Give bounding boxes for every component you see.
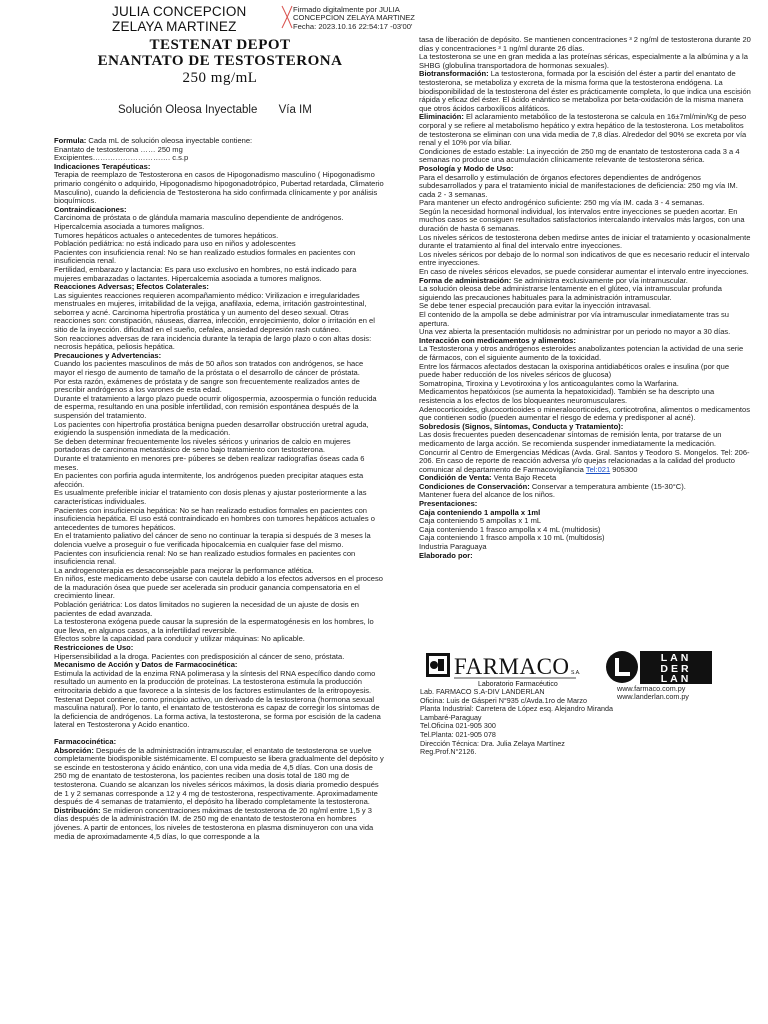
paragraph-text: 905300 [610, 464, 638, 474]
paragraph-text: Tumores hepáticos actuales o antecedentes de tumores hepáticos. [54, 230, 279, 240]
paragraph [54, 601, 384, 618]
paragraph [54, 266, 384, 283]
heading-label: Restricciones de Uso: [54, 643, 134, 653]
contact-line: Dirección Técnica: Dra. Julia Zelaya Martínez [420, 738, 565, 748]
heading-label: Condiciones de Conservación: [419, 481, 530, 491]
paragraph-text: Se debe tener especial precaución para evitar la inyección intravasal. [419, 301, 651, 311]
paragraph [419, 113, 752, 147]
paragraph-text: Durante el tratamiento a largo plazo puede ocurrir oligospermia, azoospermia o función reducida de esperma, resultando en una posible infertilidad, con remisión espontánea después de la suspensión del tratamiento. [54, 393, 377, 420]
paragraph [54, 171, 384, 205]
paragraph [419, 148, 752, 165]
website-list [617, 685, 689, 701]
paragraph [54, 532, 384, 549]
heading-label: Reacciones Adversas; Efectos Colaterales: [54, 282, 209, 292]
paragraph-text: Fertilidad, embarazo y lactancia: Es para uso exclusivo en hombres, no está indicado para mujeres embarazadas o lactantes. Hipercalcemia asociada a tumores malignos. [54, 264, 357, 283]
paragraph [419, 406, 752, 423]
paragraph-text: Entre los fármacos afectados destacan la oxisporina antidiabéticos orales e insulina (por que puede haber reducción de los niveles séricos de glucosa) [419, 361, 730, 380]
paragraph-text: Caja conteniendo 1 frasco ampolla x 4 mL (multidosis) [419, 524, 601, 534]
paragraph-text: Se midieron concentraciones máximas de testosterona de 20 ng/ml entre 1,5 y 3 días después de la administración IM. de 250 mg de enantato de testosterona en hombres jóvenes. A partir de entonces, los niveles de testosterona en plasma disminuyeron con una vida media de aproximadamente 4,5 días, lo que corresponde a la [54, 805, 374, 841]
paragraph [419, 251, 752, 268]
text-column-left [54, 137, 384, 841]
landerlan-line-2: DER [660, 663, 692, 675]
paragraph [419, 363, 752, 380]
paragraph-text: Después de la administración intramuscular, el enantato de testosterona se vuelve completamente biodisponible sistémicamente. El compuesto se libera gradualmente del depósito y se escinde en testosterona y ácido enántico, con una vida media de 4,5 días. Con una dosis de 250 mg de enantato de testosterona, los pacientes reciben una dosis total de 180 mg de testosterona. Cuando se alcanzan los niveles séricos máximos, la dosis diaria promedio después de 1 y 2 semanas corresponde a 12 y 4 mg de testosterona, respectivamente. Aproximadamente después de 4 semanas de tratamiento, el depósito ha liberado completamente la testosterona. [54, 745, 384, 807]
paragraph-text: Es usualmente preferible iniciar el tratamiento con dosis plenas y ajustar posteriormente a las características individuales. [54, 488, 367, 506]
paragraph-text: La Testosterona y otros andrógenos esteroides anabolizantes potencian la actividad de una serie de fármacos, con el siguiente aumento de la toxicidad. [419, 344, 744, 362]
heading-label: Distribución: [54, 805, 101, 815]
farmaco-logo [420, 645, 620, 690]
paragraph-text: Se administra exclusivamente por vía intramuscular. [511, 275, 688, 285]
paragraph-text: Hipercalcemia asociada a tumores malignos. [54, 221, 205, 231]
heading-label: Eliminación: [419, 112, 464, 122]
heading-label: Forma de administración: [419, 275, 512, 285]
pharmacovigilance-phone-link[interactable]: Tel:021 [585, 464, 611, 474]
product-ingredient: ENANTATO DE TESTOSTERONA [97, 53, 343, 69]
paragraph-text: Adenocorticoides, glucocorticoides o mineralocorticoides, corticotrofina, alimentos o medicamentos que contienen sodio (pueden aumentar el riesgo de edema y predisponer al acné). [419, 404, 750, 423]
paragraph-text: Estimula la actividad de la enzima RNA polimerasa y la síntesis del RNA específico dando como resultado un aumento en la producción de proteínas. La testosterona estimula la producción eritrocitaria debido a que favorece a la síntesis de los factores estimulantes de la eritropoyesis. [54, 668, 376, 695]
paragraph-text: Condiciones de estado estable: La inyección de 250 mg de enantato de testosterona cada 3 a 4 semanas no produce una acumulación clínicamente relevante de testosterona sérica. [419, 146, 740, 165]
paragraph [54, 455, 384, 472]
paragraph-text: Efectos sobre la capacidad para conducir y utilizar máquinas: No aplicable. [54, 634, 305, 644]
signature-line-2: CONCEPCION ZELAYA MARTINEZ [293, 13, 415, 23]
contact-line: Tel.Planta: 021-905 078 [420, 729, 496, 739]
paragraph [54, 670, 384, 696]
paragraph [54, 378, 384, 395]
paragraph-text: Según la necesidad hormonal individual, los intervalos entre inyecciones se pueden acortar. En muchos casos se consiguen resultados satisfactorios intercalando intervalos más largos, con una duración de hasta 6 semanas. [419, 206, 745, 234]
heading-label: Absorción: [54, 745, 94, 755]
paragraph [54, 395, 384, 421]
paragraph-text: tasa de liberación de depósito. Se mantienen concentraciones ³ 2 ng/ml de testosterona durante 20 días y concentraciones ³ 1 ng/ml durante 26 días. [419, 35, 751, 53]
paragraph-text: La testosterona exógena puede causar la supresión de la espermatogénesis en los hombres, lo que lleva, en algunos casos, a la infertilidad reversible. [54, 617, 374, 635]
contact-line: Reg.Prof.N°2126. [420, 747, 477, 757]
paragraph-text: Caja conteniendo 1 frasco ampolla x 10 mL (multidosis) [419, 533, 605, 543]
paragraph [54, 618, 384, 635]
paragraph-text: Somatropina, Tiroxina y Levotiroxina y los anticoagulantes como la Warfarina. [419, 378, 679, 388]
paragraph [54, 507, 384, 533]
paragraph-text: La androgenoterapia es desaconsejable para mejorar la performance atlética. [54, 565, 314, 575]
signer-name: JULIA CONCEPCION ZELAYA MARTINEZ [112, 4, 247, 34]
website-landerlan: www.landerlan.com.py [617, 692, 689, 702]
text-column-right [419, 36, 752, 560]
paragraph [419, 174, 752, 200]
product-form-line [118, 104, 330, 116]
paragraph-text: Pacientes con insuficiencia hepática: No se han realizado estudios formales en pacientes con insuficiencia hepática. El uso está contraindicado en hombres con tumores hepáticos actuales o antecedentes de tumores hepáticos. [54, 505, 375, 532]
paragraph-text: Son reacciones adversas de rara incidencia durante la terapia de largo plazo o con altas dosis: necrosis hepática, peliosis hepática. [54, 333, 372, 352]
paragraph-text: Población geriátrica: Los datos limitados no sugieren la necesidad de un ajuste de dosis en pacientes de edad avanzada. [54, 600, 360, 618]
landerlan-line-3: LAN [660, 673, 692, 685]
paragraph-text: Medicamentos hepatóxicos (se aumenta la hepatoxicidad). También se ha descripto una resistencia a los efectos de los bloqueantes neuromusculares. [419, 387, 715, 405]
contact-line: Lab. FARMACO S.A-DIV LANDERLAN [420, 687, 545, 696]
contact-line: Planta Industrial: Carretera de López esq. Alejandro Miranda [420, 704, 613, 714]
heading-label: Indicaciones Terapéuticas: [54, 161, 151, 171]
farmaco-wordmark: FARMACO [454, 654, 570, 679]
heading-label: Precauciones y Advertencias: [54, 350, 162, 360]
paragraph [419, 345, 752, 362]
paragraph-text: Concurrir al Centro de Emergencias Médicas (Avda. Gral. Santos y Teodoro S. Mongelos. Tel: 206-206. En caso de reporte de reacción adversa y/o quejas relacionadas a la calidad del producto comunicar al departamento de Farmacovigilancia [419, 447, 750, 474]
heading-label: Presentaciones: [419, 499, 478, 509]
heading-label: Sobredosis (Signos, Síntomas, Conducta y Tratamiento): [419, 421, 624, 431]
paragraph-text: Población pediátrica: no está indicado para uso en niños y adolescentes [54, 239, 296, 249]
farmaco-sa: S.A. [571, 670, 581, 676]
paragraph-text: Las siguientes reacciones requieren acompañamiento médico: Virilizacion e irregularidades menstruales en mujeres, irritabilidad de la vejiga, anafilaxia, edema, irritación gastrointestinal, seborrea y acné. Carcinoma hipertrofia prostática y un aumento del deseo sexual. Otras reacciones son: constipación, náuseas, diarrea, infección, enrojecimiento, dolor o irritación en el sitio de la inyección. dificultad en el sueño, cefalea, ansiedad depresión rash cutáneo. [54, 290, 375, 335]
paragraph [54, 489, 384, 506]
product-name: TESTENAT DEPOT [149, 37, 291, 53]
section-heading [419, 552, 752, 561]
paragraph [54, 696, 384, 730]
paragraph-text: Excipientes…………………………. c.s.p [54, 153, 189, 163]
paragraph-text: Para el desarrollo y estimulación de órganos efectores dependientes de andrógenos subdesarrollados y para el tratamiento inicial de manifestaciones de deficiencia: 250 mg vía IM. cada 2 - 3 semanas. [419, 172, 738, 199]
website-farmaco: www.farmaco.com.py [617, 684, 686, 693]
contact-line: Tel.Oficina 021-905 300 [420, 721, 496, 731]
signature-info [293, 6, 433, 31]
paragraph-text: Caja conteniendo 5 ampollas x 1 mL [419, 516, 542, 526]
paragraph-text: Se deben determinar frecuentemente los niveles séricos y urinarios de calcio en mujeres portadoras de carcinoma metastásico de seno bajo tratamiento con testosterona. [54, 436, 351, 455]
landerlan-emblem-icon [606, 651, 638, 683]
paragraph-text: Una vez abierta la presentación multidosis no administrar por un periodo no mayor a 30 días. [419, 327, 731, 337]
paragraph-text: El contenido de la ampolla se debe administrar por vía intramuscular inmediatamente tras su apertura. [419, 310, 730, 328]
paragraph [419, 53, 752, 70]
paragraph-text: La solución oleosa debe administrarse lentamente en el glúteo, vía intramuscular profunda siguiendo las precauciones habituales para la administración intramuscular. [419, 284, 722, 302]
paragraph [54, 472, 384, 489]
manufacturer-contact [420, 688, 620, 757]
paragraph-text: En niños, este medicamento debe usarse con cautela debido a los efectos adversos en el proceso de la maduración ósea que puede ser acelerada sin producir ganancia compensatoria en el crecimiento linear. [54, 574, 383, 601]
paragraph-text: Conservar a temperatura ambiente (15-30°C). [529, 481, 686, 491]
paragraph-text: Los niveles séricos por debajo de lo normal son indicativos de que es necesario reducir el intervalo entre inyecciones. [419, 249, 750, 268]
heading-label: Elaborado por: [419, 550, 473, 560]
paragraph [54, 292, 384, 335]
paragraph [419, 36, 752, 53]
paragraph-text: Por esta razón, exámenes de próstata y de sangre son frecuentemente realizados antes de prescribir andrógenos a los varones de esta edad. [54, 376, 360, 395]
paragraph-text: Pacientes con insuficiencia renal: No se han realizado estudios formales en pacientes con insuficiencia renal. [54, 548, 356, 567]
paragraph [54, 421, 384, 438]
paragraph [419, 285, 752, 302]
paragraph [54, 747, 384, 807]
paragraph-text: Enantato de testosterona …… 250 mg [54, 144, 183, 154]
heading-label: Formula: [54, 136, 87, 145]
heading-label: Contraindicaciones: [54, 204, 127, 214]
heading-label: Condición de Venta: [419, 473, 492, 483]
paragraph [54, 438, 384, 455]
paragraph [54, 550, 384, 567]
paragraph-text: Cuando los pacientes masculinos de más de 50 años son tratados con andrógenos, se hace mayor el riesgo de aumento de tamaño de la próstata o el desarrollo de cáncer de próstata. [54, 359, 364, 378]
paragraph [419, 449, 752, 475]
paragraph-text: Hipersensibilidad a la droga. Pacientes con predisposición al cáncer de seno, próstata. [54, 651, 345, 661]
farmaco-tagline: Laboratorio Farmacéutico [478, 681, 558, 688]
paragraph-text: Los pacientes con hipertrofia prostática benigna pueden desarrollar obstrucción uretral aguda, exigiendo la suspensión inmediata de la medicación. [54, 419, 369, 438]
paragraph-text: Para mantener un efecto androgénico suficiente: 250 mg vía IM. cada 3 - 4 semanas. [419, 198, 705, 208]
paragraph-text: Pacientes con insuficiencia renal: No se han realizado estudios formales en pacientes con insuficiencia renal. [54, 247, 356, 266]
paragraph-text: En pacientes con porfiria aguda intermitente, los andrógenos pueden precipitar ataques esta afección. [54, 471, 364, 489]
paragraph-text: Las dosis frecuentes pueden desencadenar síntomas de remisión lenta, por tratarse de un medicamento de larga acción. Se recomienda suspender inmediatamente la medicación. [419, 430, 722, 448]
paragraph [54, 335, 384, 352]
signature-line-1: Firmado digitalmente por JULIA [293, 5, 400, 14]
paragraph [419, 70, 752, 113]
paragraph-text: La testosterona, formada por la escisión del éster a partir del enantato de testosterona, se metaboliza y excreta de la misma forma que la testosterona endógena. La biodisponibilidad de la testosterona del éster es prácticamente completa, lo que indica una escisión rápida y eficaz del éster. El ácido enántico se metaboliza por beta-oxidación de la misma manera que otros ácidos carboxílicos alifáticos. [419, 69, 751, 113]
signature-date: Fecha: 2023.10.16 22:54:17 -03'00' [293, 21, 413, 31]
paragraph [419, 311, 752, 328]
product-strength: 250 mg/mL [182, 70, 258, 86]
paragraph-text: La testosterona se une en gran medida a las proteínas séricas, especialmente a la albúmina y a la SHBG (globulina transportadora de hormonas sexuales). [419, 52, 748, 70]
paragraph-text: El aclaramiento metabólico de la testosterona se calcula en 16±7ml/min/Kg de peso corporal y se refiere al metabolismo hepático y extra hepático de la testosterona. Los metabolitos de testosterona se eliminan con una vida media de 7,8 días. Alrededor del 90% se excreta por vía renal y el 10% por vía biliar. [419, 112, 747, 148]
contact-line: Lambaré-Paraguay [420, 712, 482, 722]
paragraph-text: Terapia de reemplazo de Testosterona en casos de Hipogonadismo masculino ( Hipogonadismo primario congénito o adquirido, Hipogonadismo hipogonadotrópico, Pubertad retardada, Climaterio Masculino), cuando la deficiencia de Testosterona ha sido confirmada clínicamente y por análisis bioquímicos. [54, 170, 384, 206]
paragraph [54, 807, 384, 841]
product-form: Solución Oleosa Inyectable [118, 104, 258, 116]
paragraph-text: Mantener fuera del alcance de los niños. [419, 490, 555, 500]
paragraph [54, 360, 384, 377]
paragraph [419, 388, 752, 405]
paragraph-text: En el tratamiento paliativo del cáncer de seno no continuar la terapia si después de 3 meses la dolencia vuelve a proseguir o fue verificada hipocalcemia en cualquier fase del mismo. [54, 531, 371, 549]
heading-label: Posología y Modo de Uso: [419, 163, 514, 173]
paragraph-text: Testenat Depot contiene, como principio activo, un derivado de la testosterona (hormona sexual masculina natural). Por lo tanto, el enantato de testosterona es capaz de corregir los síntomas de la deficiencia de andrógenos. La forma activa, la testosterona, se forma por escisión de la cadena lateral en Testosterona y Acido enantico. [54, 694, 381, 730]
heading-label: Biotransformación: [419, 69, 489, 79]
signature-mark-icon [280, 2, 294, 32]
contact-line: Oficina: Luis de Gásperi N°935 c/Avda.1ro de Marzo [420, 695, 587, 705]
paragraph-text: Industria Paraguaya [419, 542, 487, 552]
paragraph-text: Cada mL de solución oleosa inyectable contiene: [86, 136, 253, 145]
heading-label: Caja conteniendo 1 ampolla x 1ml [419, 507, 541, 517]
paragraph [419, 208, 752, 234]
product-route: Vía IM [278, 104, 312, 116]
paragraph-text: Venta Bajo Receta [491, 473, 557, 483]
paragraph [419, 431, 752, 448]
paragraph-text: Los niveles séricos de testosterona deben medirse antes de iniciar el tratamiento y ocasionalmente durante el tratamiento al final del intervalo entre inyecciones. [419, 232, 751, 251]
heading-label: Mecanismo de Acción y Datos de Farmacocinética: [54, 660, 238, 670]
paragraph-text: Carcinoma de próstata o de glándula mamaria masculino dependiente de andrógenos. [54, 213, 344, 223]
heading-label: Interacción con medicamentos y alimentos: [419, 335, 576, 345]
farmaco-emblem-icon [426, 653, 450, 677]
landerlan-logo [604, 649, 714, 685]
paragraph [54, 575, 384, 601]
paragraph [419, 234, 752, 251]
heading-label: Farmacocinética: [54, 736, 117, 746]
paragraph-text: En caso de niveles séricos elevados, se puede considerar aumentar el intervalo entre inyecciones. [419, 267, 749, 277]
landerlan-line-1: LAN [660, 652, 692, 664]
paragraph [54, 249, 384, 266]
paragraph-text: Durante el tratamiento en menores pre- púberes se deben realizar radiografías óseas cada 6 meses. [54, 453, 365, 472]
